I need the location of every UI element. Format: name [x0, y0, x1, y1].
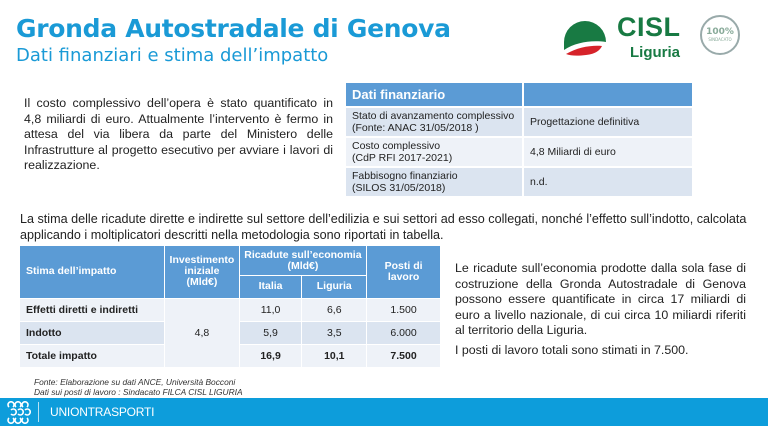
- financial-table-header-empty: [523, 83, 693, 107]
- impact-summary: [455, 261, 746, 358]
- label-line2: (SILOS 31/05/2018): [352, 182, 446, 194]
- footer-bar: [0, 398, 768, 426]
- financial-table-header: Dati finanziario: [346, 83, 523, 107]
- page-subtitle: Dati finanziari e stima dell’impatto: [16, 45, 329, 66]
- header-posti: Posti di lavoro: [367, 246, 441, 298]
- posti-value: 7.500: [367, 344, 441, 367]
- header-stima: Stima dell’impatto: [20, 246, 165, 298]
- summary-paragraph-1: Le ricadute sull’economia prodotte dalla sola fase di costruzione della Gronda Autostradale di Genova possono essere quantificate in circa 17 miliardi di euro a livello nazionale, di cui circa 10 miliardi riferiti al territorio della Liguria.: [455, 261, 746, 337]
- summary-paragraph-2: I posti di lavoro totali sono stimati in 7.500.: [455, 342, 689, 357]
- label-line2: (CdP RFI 2017-2021): [352, 152, 453, 164]
- header-investimento: Investimento iniziale (Mld€): [165, 246, 240, 298]
- header-ricadute: Ricadute sull’economia (Mld€): [239, 246, 366, 276]
- liguria-value: 10,1: [302, 344, 367, 367]
- liguria-value: 3,5: [302, 321, 367, 344]
- financial-data-table: [346, 83, 694, 196]
- row-label: [346, 167, 523, 196]
- row-label: [346, 137, 523, 167]
- posti-value: 1.500: [367, 298, 441, 321]
- impact-description: La stima delle ricadute dirette e indirette sul settore dell’edilizia e sui settori ad esso collegati, nonché l’effetto sull’indotto, calcolata applicando i moltiplicatori descritti nella metodologia sono riportati in tabella.: [20, 212, 747, 242]
- sindacato-badge-icon: [700, 15, 740, 55]
- liguria-value: 6,6: [302, 298, 367, 321]
- page-title: Gronda Autostradale di Genova: [16, 14, 451, 43]
- italia-value: 11,0: [239, 298, 302, 321]
- table-row: [346, 167, 693, 196]
- label-line1: Fabbisogno finanziario: [352, 170, 458, 182]
- row-value: 4,8 Miliardi di euro: [523, 137, 693, 167]
- header-liguria: Liguria: [302, 276, 367, 298]
- row-label: Indotto: [20, 321, 165, 344]
- footer-brand: UNIONTRASPORTI: [50, 405, 155, 419]
- source-note: [34, 377, 243, 397]
- footer-divider: [38, 402, 39, 422]
- row-label: [346, 107, 523, 137]
- cisl-logo: [562, 10, 762, 66]
- table-row: [346, 107, 693, 137]
- label-line1: Stato di avanzamento complessivo: [352, 110, 515, 122]
- table-row: [346, 137, 693, 167]
- label-line1: Costo complessivo: [352, 140, 441, 152]
- row-label: Totale impatto: [20, 344, 165, 367]
- badge-label: SINDACATO: [708, 37, 732, 42]
- row-value: n.d.: [523, 167, 693, 196]
- investimento-value: 4,8: [165, 298, 240, 367]
- italia-value: 16,9: [239, 344, 302, 367]
- source-line-2: Dati sui posti di lavoro : Sindacato FILCA CISL LIGURIA: [34, 387, 243, 397]
- table-row: [20, 298, 441, 321]
- badge-percent: 100%: [706, 27, 734, 37]
- row-value: Progettazione definitiva: [523, 107, 693, 137]
- label-line2: (Fonte: ANAC 31/05/2018 ): [352, 122, 479, 134]
- cisl-region: Liguria: [630, 44, 681, 61]
- posti-value: 6.000: [367, 321, 441, 344]
- cisl-brand: CISL: [617, 12, 681, 42]
- uniontrasporti-logo-icon: [5, 401, 31, 424]
- row-label: Effetti diretti e indiretti: [20, 298, 165, 321]
- intro-paragraph: Il costo complessivo dell’opera è stato quantificato in 4,8 miliardi di euro. Attualmente l’intervento è fermo in attesa del via libera da parte del Ministero delle Infrastrutture al progetto esecutivo per avviare i lavori di realizzazione.: [24, 96, 333, 172]
- cisl-mark-icon: [562, 12, 608, 60]
- impact-estimate-table: [20, 246, 441, 367]
- italia-value: 5,9: [239, 321, 302, 344]
- header-italia: Italia: [239, 276, 302, 298]
- source-line-1: Fonte: Elaborazione su dati ANCE, Università Bocconi: [34, 377, 236, 387]
